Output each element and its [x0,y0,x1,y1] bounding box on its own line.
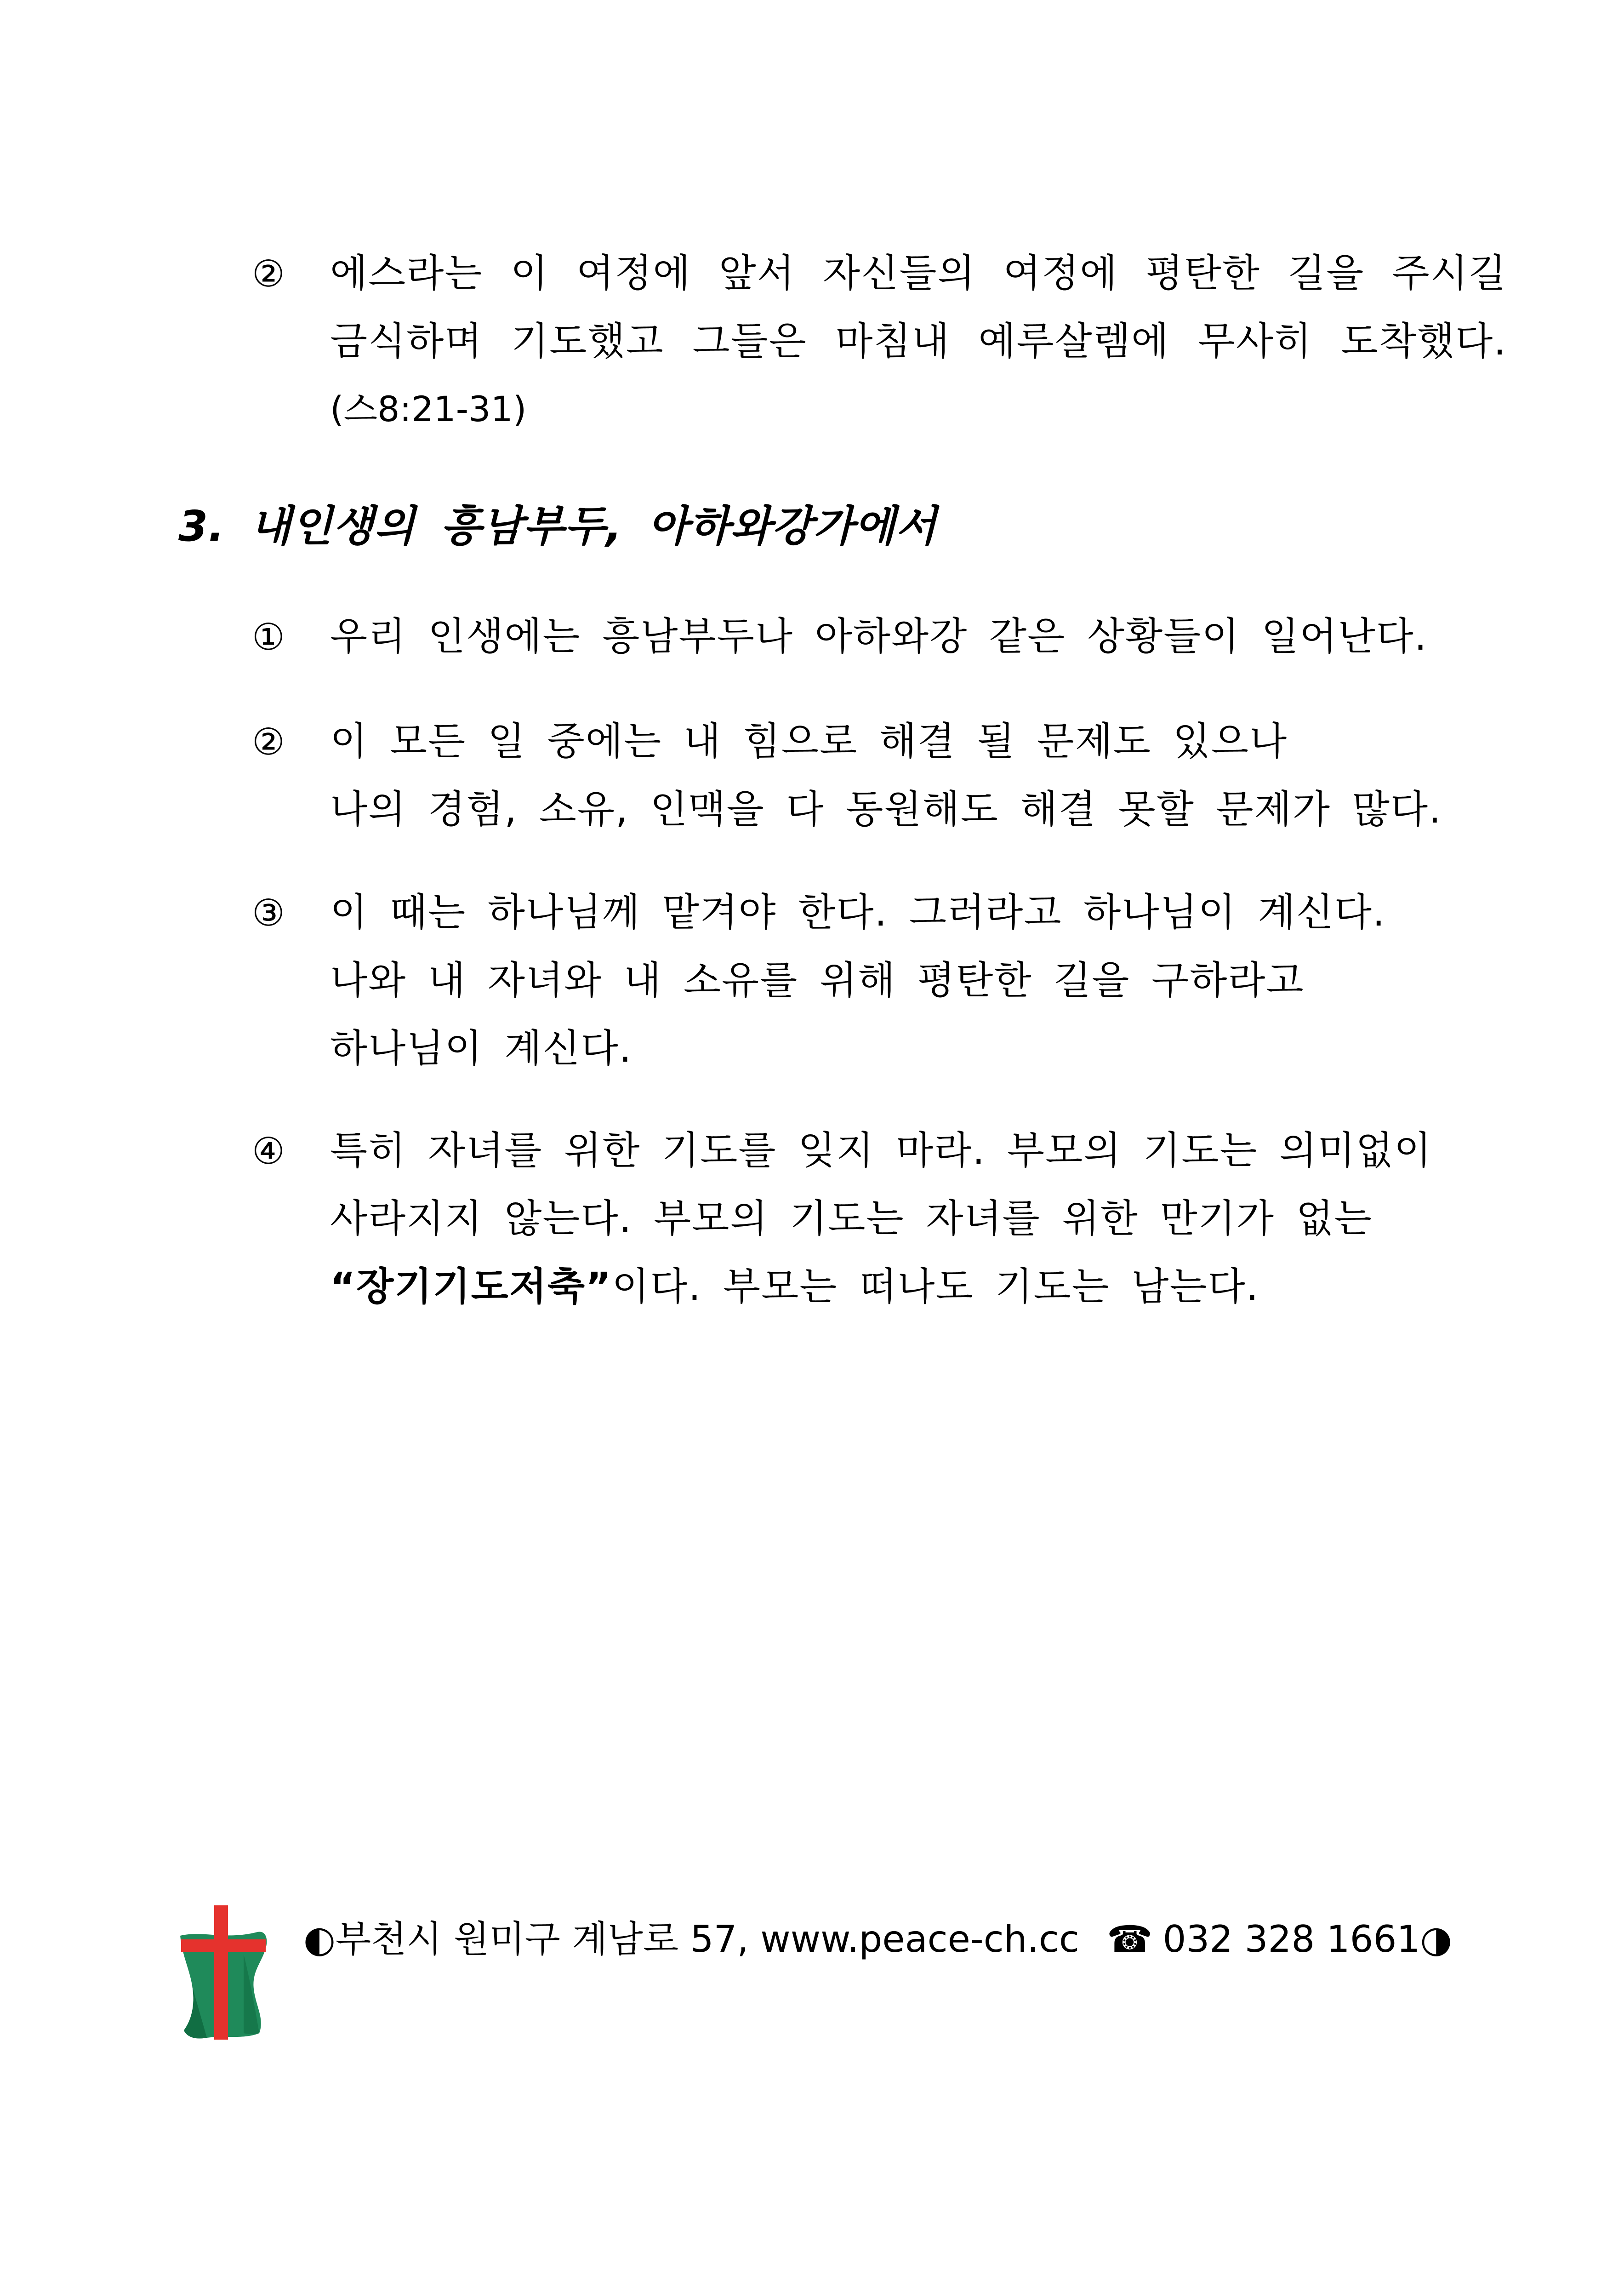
item-line: 우리 인생에는 흥남부두나 아하와강 같은 상황들이 일어난다. [330,614,1428,659]
item-marker: ③ [252,892,285,934]
item-line: 나의 경험, 소유, 인맥을 다 동원해도 해결 못할 문제가 많다. [330,787,1442,832]
church-cross-logo-icon [175,1904,271,2041]
item-text [330,239,1507,443]
church-address: 부천시 원미구 계남로 57, www.peace-ch.cc [335,1918,1079,1961]
item-text [330,602,1507,670]
half-circle-left-icon: ◐ [303,1918,336,1961]
footer-contact [303,1912,1452,1967]
item-marker: ② [252,720,285,763]
item-marker: ④ [252,1130,285,1172]
item-text [330,878,1507,1082]
item-line: 이 모든 일 중에는 내 힘으로 해결 될 문제도 있으나 [330,719,1288,764]
item-line: 사라지지 않는다. 부모의 기도는 자녀를 위한 만기가 없는 [330,1196,1373,1241]
phone-number: 032 328 1661 [1162,1918,1420,1961]
section-heading: 3. 내인생의 흥남부두, 아하와강가에서 [178,502,937,551]
scripture-reference: (스8:21-31) [330,389,527,429]
item-marker: ① [252,616,285,658]
item-line: 특히 자녀를 위한 기도를 잊지 마라. 부모의 기도는 의미없이 [330,1128,1432,1173]
half-circle-right-icon: ◑ [1420,1918,1453,1961]
item-line: 금식하며 기도했고 그들은 마침내 예루살렘에 무사히 도착했다. [330,319,1507,364]
item-line: 에스라는 이 여정에 앞서 자신들의 여정에 평탄한 길을 주시길 [330,251,1507,296]
emphasis-text: “장기기도저축” [330,1264,612,1309]
item-line-rest: 이다. 부모는 떠나도 기도는 남는다. [612,1264,1259,1309]
item-line: 하나님이 계신다. [330,1026,633,1071]
item-text [330,707,1507,843]
item-line: 이 때는 하나님께 맡겨야 한다. 그러라고 하나님이 계신다. [330,890,1386,935]
phone-icon: ☎ [1106,1918,1153,1961]
footer [175,1904,1508,2051]
item-text [330,1116,1507,1321]
item-line [330,1252,1507,1321]
item-line: 나와 내 자녀와 내 소유를 위해 평탄한 길을 구하라고 [330,958,1305,1003]
item-marker: ② [252,252,285,295]
